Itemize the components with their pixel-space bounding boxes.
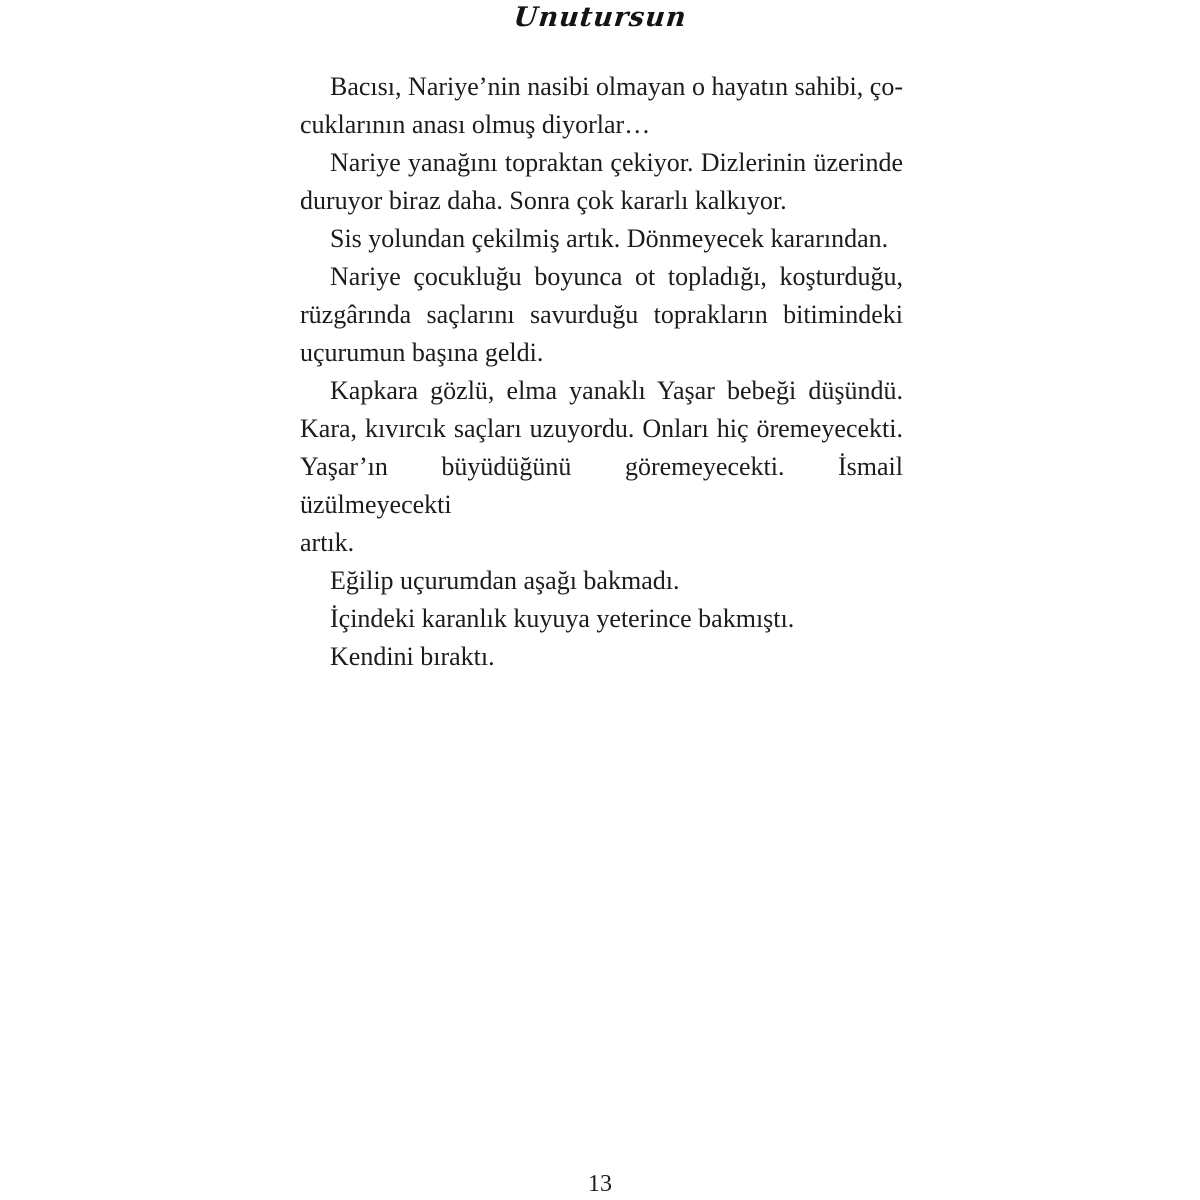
text-line: rüzgârında saçlarını savurduğu toprakların bitimindeki	[300, 300, 903, 329]
text-line: İçindeki karanlık kuyuya yeterince bakmıştı.	[330, 604, 795, 633]
text-line: Nariye yanağını topraktan çekiyor. Dizlerinin üzerinde	[330, 148, 903, 177]
text-line: Kendini bıraktı.	[330, 642, 495, 671]
page-number: 13	[588, 1171, 612, 1197]
page-footer	[0, 1168, 1200, 1200]
book-title: Unutursun	[512, 2, 688, 33]
text-line: Yaşar’ın büyüdüğünü göremeyecekti. İsmail üzülmeyecekti	[300, 452, 903, 519]
text-line: Sis yolundan çekilmiş artık. Dönmeyecek kararından.	[330, 224, 889, 253]
text-line: Kapkara gözlü, elma yanaklı Yaşar bebeği düşündü.	[330, 376, 903, 405]
running-header	[0, 0, 1200, 40]
text-line: uçurumun başına geldi.	[300, 338, 544, 367]
text-line: cuklarının anası olmuş diyorlar…	[300, 110, 651, 139]
text-line: artık.	[300, 528, 355, 557]
body-text	[300, 68, 903, 676]
text-line: Bacısı, Nariye’nin nasibi olmayan o hayatın sahibi, ço-	[330, 72, 903, 101]
text-line: duruyor biraz daha. Sonra çok kararlı kalkıyor.	[300, 186, 787, 215]
text-line: Nariye çocukluğu boyunca ot topladığı, koşturduğu,	[330, 262, 903, 291]
text-line: Eğilip uçurumdan aşağı bakmadı.	[330, 566, 680, 595]
text-line: Kara, kıvırcık saçları uzuyordu. Onları hiç öremeyecekti.	[300, 414, 903, 443]
